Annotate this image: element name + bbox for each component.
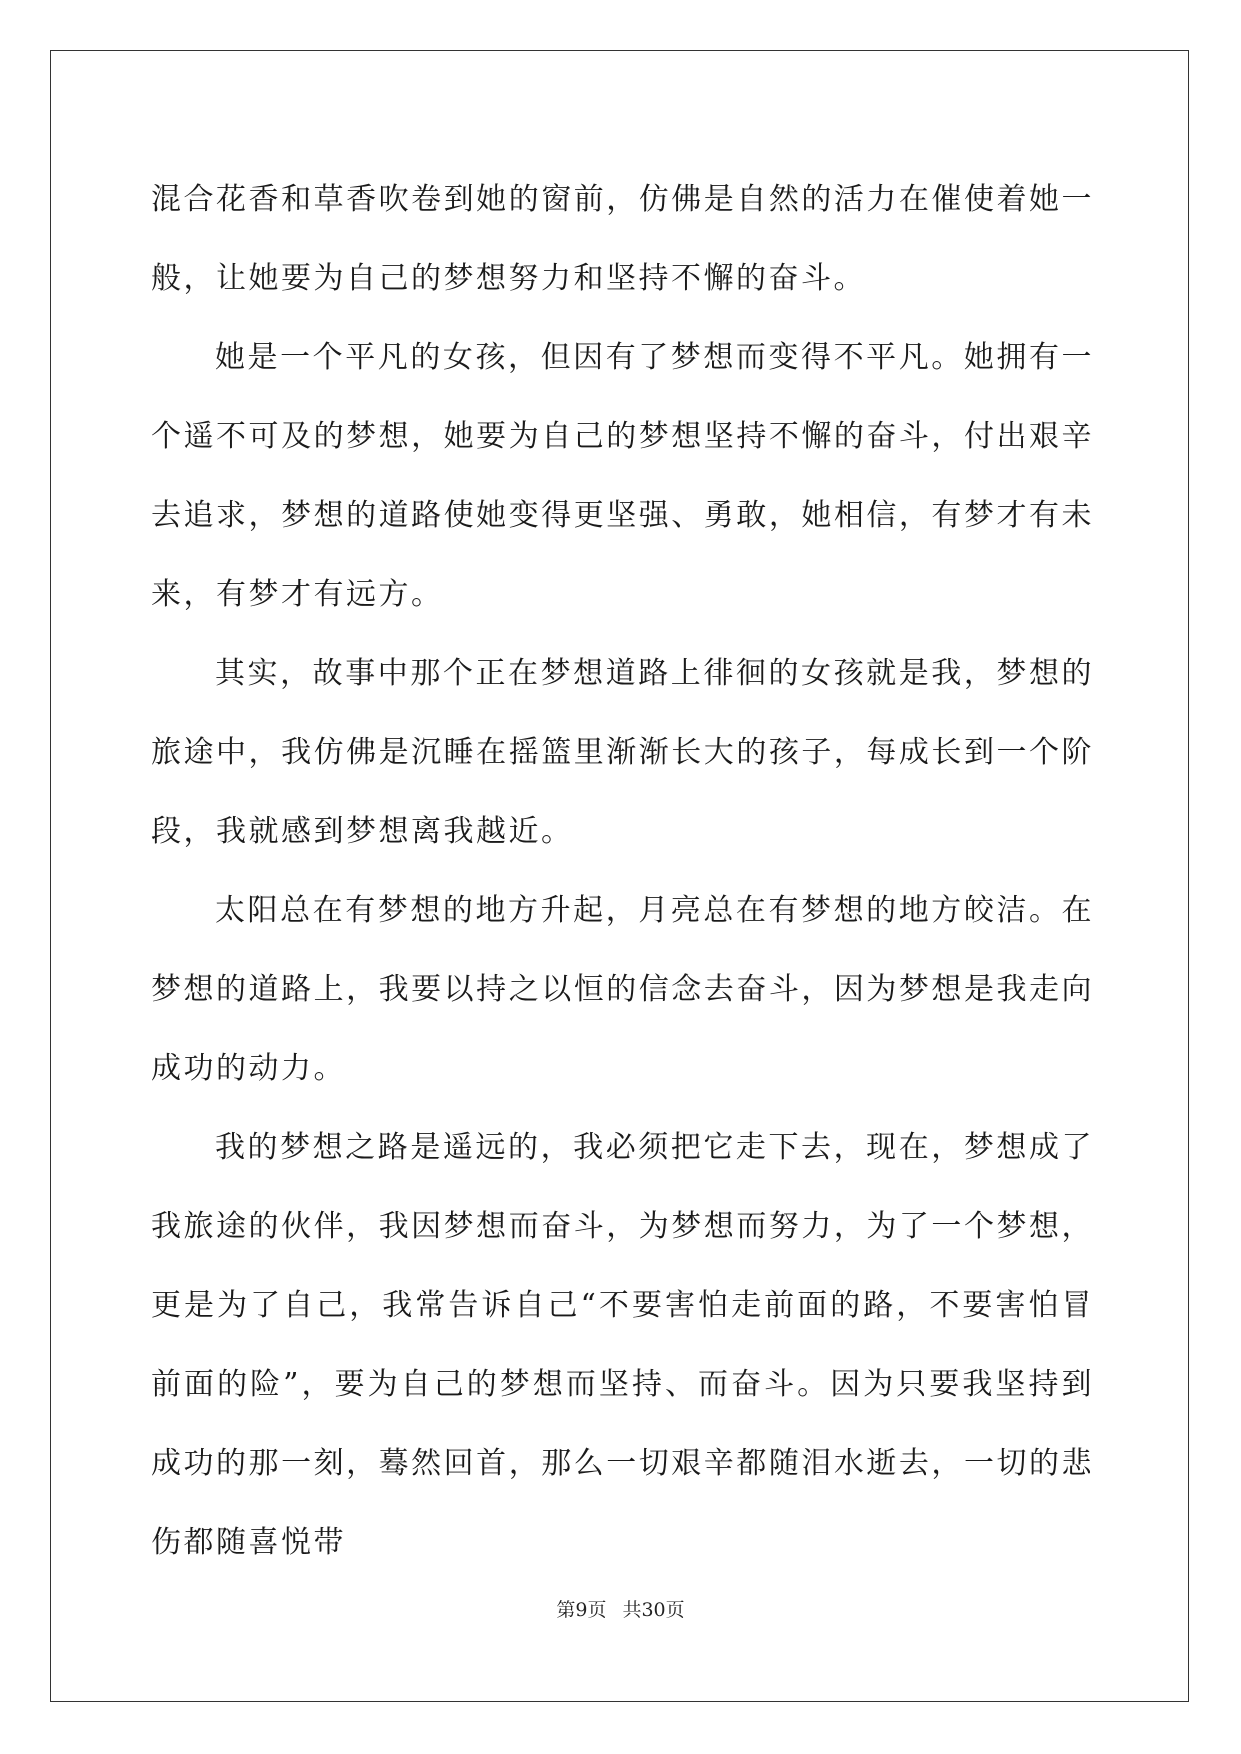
paragraph-4: 太阳总在有梦想的地方升起，月亮总在有梦想的地方皎洁。在梦想的道路上，我要以持之以恒的信念去奋斗，因为梦想是我走向成功的动力。	[151, 893, 1094, 1086]
paragraph-3: 其实，故事中那个正在梦想道路上徘徊的女孩就是我，梦想的旅途中，我仿佛是沉睡在摇篮里渐渐长大的孩子，每成长到一个阶段，我就感到梦想离我越近。	[151, 656, 1094, 849]
document-body	[151, 160, 1094, 1582]
page-footer	[0, 1598, 1241, 1622]
paragraph-1: 混合花香和草香吹卷到她的窗前，仿佛是自然的活力在催使着她一般，让她要为自己的梦想努力和坚持不懈的奋斗。	[151, 182, 1094, 296]
paragraph-5: 我的梦想之路是遥远的，我必须把它走下去，现在，梦想成了我旅途的伙伴，我因梦想而奋斗，为梦想而努力，为了一个梦想，更是为了自己，我常告诉自己“不要害怕走前面的路，不要害怕冒前面的险”，要为自己的梦想而坚持、而奋斗。因为只要我坚持到成功的那一刻，蓦然回首，那么一切艰辛都随泪水逝去，一切的悲伤都随喜悦带	[151, 1130, 1094, 1560]
current-page-number: 第9页	[556, 1599, 607, 1621]
total-page-count: 共30页	[622, 1599, 685, 1621]
paragraph-2: 她是一个平凡的女孩，但因有了梦想而变得不平凡。她拥有一个遥不可及的梦想，她要为自己的梦想坚持不懈的奋斗，付出艰辛去追求，梦想的道路使她变得更坚强、勇敢，她相信，有梦才有未来，有梦才有远方。	[151, 340, 1094, 612]
